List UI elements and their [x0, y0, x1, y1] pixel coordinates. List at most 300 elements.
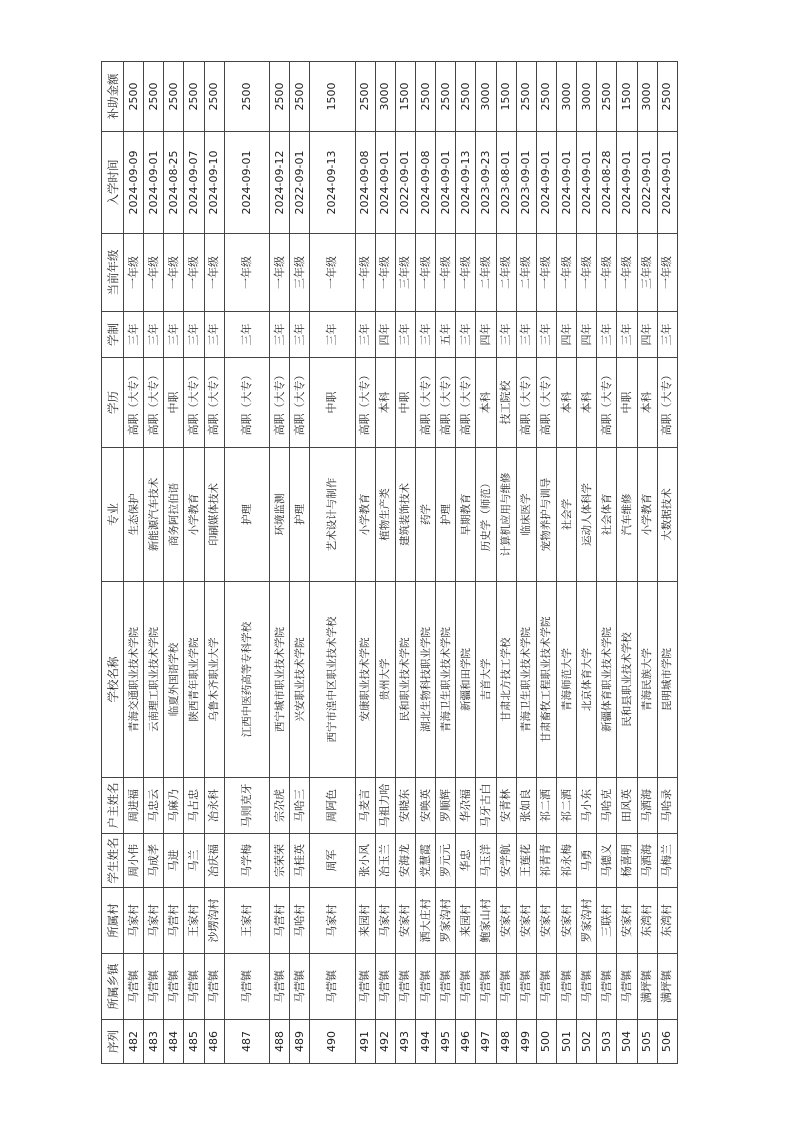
table-cell: 技工院校	[496, 358, 516, 448]
table-row	[456, 62, 476, 1064]
table-cell: 高职（大专）	[657, 358, 677, 448]
table-cell: 罗元元	[436, 834, 456, 888]
table-cell: 党慧霞	[416, 834, 436, 888]
table-cell: 三联村	[597, 888, 617, 954]
table-cell: 2500	[270, 62, 290, 132]
table-cell: 2022-09-01	[637, 132, 657, 234]
table-cell: 中职	[164, 358, 184, 448]
header-cell: 专业	[102, 448, 124, 582]
table-cell: 周军	[310, 834, 355, 888]
table-cell: 周进福	[124, 778, 144, 834]
table-cell: 2024-09-07	[184, 132, 204, 234]
table-cell: 485	[184, 1020, 204, 1064]
table-row	[476, 62, 496, 1064]
table-cell: 499	[516, 1020, 536, 1064]
table-cell: 高职（大专）	[536, 358, 556, 448]
table-cell: 祁二洒	[557, 778, 577, 834]
table-cell: 高职（大专）	[184, 358, 204, 448]
table-cell: 马洒海	[637, 778, 657, 834]
table-cell: 488	[270, 1020, 290, 1064]
table-cell: 2500	[456, 62, 476, 132]
table-cell: 493	[395, 1020, 415, 1064]
table-cell: 三年级	[395, 234, 415, 312]
table-cell: 506	[657, 1020, 677, 1064]
table-cell: 1500	[496, 62, 516, 132]
header-cell: 学生姓名	[102, 834, 124, 888]
table-cell: 冶庆福	[204, 834, 224, 888]
table-cell: 护理	[224, 448, 269, 582]
table-cell: 2024-09-01	[557, 132, 577, 234]
table-cell: 马牙古白	[476, 778, 496, 834]
table-cell: 计算机应用与维修	[496, 448, 516, 582]
table-cell: 安家村	[557, 888, 577, 954]
table-cell: 三年	[617, 312, 637, 358]
table-cell: 491	[355, 1020, 375, 1064]
table-row	[557, 62, 577, 1064]
table-cell: 马勇	[577, 834, 597, 888]
table-cell: 2500	[184, 62, 204, 132]
table-row	[124, 62, 144, 1064]
table-cell: 马学梅	[224, 834, 269, 888]
table-cell: 2500	[597, 62, 617, 132]
table-cell: 本科	[577, 358, 597, 448]
table-cell: 马哈克	[597, 778, 617, 834]
table-cell: 马营镇	[270, 954, 290, 1020]
table-cell: 一年级	[536, 234, 556, 312]
table-cell: 建筑装饰技术	[395, 448, 415, 582]
table-cell: 高职（大专）	[436, 358, 456, 448]
header-cell: 所属村	[102, 888, 124, 954]
table-cell: 安晓东	[395, 778, 415, 834]
table-cell: 杨喜明	[617, 834, 637, 888]
header-cell: 学制	[102, 312, 124, 358]
table-cell: 马营镇	[436, 954, 456, 1020]
table-cell: 商务阿拉伯语	[164, 448, 184, 582]
table-cell: 祁二洒	[536, 778, 556, 834]
table-cell: 社会体育	[597, 448, 617, 582]
table-cell: 民和职业技术学院	[395, 582, 415, 778]
table-cell: 冶玉兰	[375, 834, 395, 888]
table-cell: 安唤英	[416, 778, 436, 834]
table-cell: 一年级	[436, 234, 456, 312]
table-cell: 一年级	[657, 234, 677, 312]
table-cell: 501	[557, 1020, 577, 1064]
table-cell: 三年	[310, 312, 355, 358]
table-row	[516, 62, 536, 1064]
table-cell: 484	[164, 1020, 184, 1064]
table-cell: 马小东	[577, 778, 597, 834]
table-cell: 三年级	[290, 234, 310, 312]
table-cell: 1500	[395, 62, 415, 132]
table-cell: 王家村	[184, 888, 204, 954]
table-cell: 2023-09-23	[476, 132, 496, 234]
table-cell: 周小伟	[124, 834, 144, 888]
table-cell: 一年级	[577, 234, 597, 312]
table-cell: 三年	[536, 312, 556, 358]
table-cell: 497	[476, 1020, 496, 1064]
table-cell: 马家村	[310, 888, 355, 954]
table-cell: 一年级	[597, 234, 617, 312]
table-cell: 489	[290, 1020, 310, 1064]
table-cell: 二年级	[496, 234, 516, 312]
table-row	[204, 62, 224, 1064]
table-cell: 三年级	[637, 234, 657, 312]
table-cell: 马营镇	[456, 954, 476, 1020]
table-cell: 植物生产类	[375, 448, 395, 582]
table-cell: 贵州大学	[375, 582, 395, 778]
table-cell: 2500	[164, 62, 184, 132]
table-cell: 马祖力哈	[375, 778, 395, 834]
table-cell: 云南理工职业技术学院	[144, 582, 164, 778]
table-row	[144, 62, 164, 1064]
table-cell: 高职（大专）	[290, 358, 310, 448]
table-cell: 马营镇	[597, 954, 617, 1020]
table-cell: 马梅兰	[657, 834, 677, 888]
table-cell: 2024-09-08	[416, 132, 436, 234]
table-row	[496, 62, 516, 1064]
table-cell: 华忠	[456, 834, 476, 888]
table-cell: 四年	[637, 312, 657, 358]
table-cell: 中职	[310, 358, 355, 448]
header-cell: 补助金额	[102, 62, 124, 132]
table-cell: 周阿色	[310, 778, 355, 834]
table-cell: 运动人体科学	[577, 448, 597, 582]
table-cell: 1500	[617, 62, 637, 132]
table-cell: 安家村	[395, 888, 415, 954]
table-cell: 马营镇	[124, 954, 144, 1020]
table-cell: 张如良	[516, 778, 536, 834]
table-cell: 本科	[637, 358, 657, 448]
table-cell: 安学航	[496, 834, 516, 888]
table-row	[577, 62, 597, 1064]
table-cell: 2024-08-28	[597, 132, 617, 234]
table-cell: 环境监测	[270, 448, 290, 582]
table-cell: 2500	[436, 62, 456, 132]
table-cell: 马成孝	[144, 834, 164, 888]
table-cell: 中职	[395, 358, 415, 448]
table-cell: 青海卫生职业技术学院	[436, 582, 456, 778]
table-cell: 马麦言	[355, 778, 375, 834]
table-cell: 高职（大专）	[224, 358, 269, 448]
table-cell: 汽车维修	[617, 448, 637, 582]
table-cell: 罗家沟村	[436, 888, 456, 954]
table-cell: 一年级	[456, 234, 476, 312]
table-cell: 498	[496, 1020, 516, 1064]
table-cell: 3000	[637, 62, 657, 132]
header-cell: 户主姓名	[102, 778, 124, 834]
table-row	[310, 62, 355, 1064]
table-cell: 安康职业技术学院	[355, 582, 375, 778]
table-cell: 一年级	[557, 234, 577, 312]
table-cell: 2024-09-01	[657, 132, 677, 234]
table-cell: 482	[124, 1020, 144, 1064]
table-cell: 一年级	[224, 234, 269, 312]
table-row	[395, 62, 415, 1064]
table-cell: 马营镇	[164, 954, 184, 1020]
table-cell: 2500	[355, 62, 375, 132]
header-row	[102, 62, 124, 1064]
table-cell: 一年级	[184, 234, 204, 312]
table-cell: 马营镇	[617, 954, 637, 1020]
table-row	[436, 62, 456, 1064]
table-cell: 马占忠	[184, 778, 204, 834]
table-cell: 2024-08-25	[164, 132, 184, 234]
table-cell: 三年	[164, 312, 184, 358]
table-cell: 陕西青年职业学院	[184, 582, 204, 778]
table-cell: 护理	[290, 448, 310, 582]
table-cell: 马家村	[124, 888, 144, 954]
table-cell: 3000	[476, 62, 496, 132]
table-cell: 高职（大专）	[270, 358, 290, 448]
table-cell: 马家村	[375, 888, 395, 954]
table-cell: 一年级	[416, 234, 436, 312]
table-cell: 马营镇	[496, 954, 516, 1020]
table-cell: 495	[436, 1020, 456, 1064]
table-row	[416, 62, 436, 1064]
header-cell: 所属乡镇	[102, 954, 124, 1020]
table-cell: 2024-09-01	[375, 132, 395, 234]
table-cell: 马营镇	[355, 954, 375, 1020]
table-cell: 新疆和田学院	[456, 582, 476, 778]
table-cell: 江西中医药高等专科学校	[224, 582, 269, 778]
table-cell: 马营镇	[395, 954, 415, 1020]
table-cell: 护理	[436, 448, 456, 582]
table-cell: 小学教育	[355, 448, 375, 582]
table-cell: 492	[375, 1020, 395, 1064]
table-cell: 2024-09-01	[577, 132, 597, 234]
table-cell: 祁永梅	[557, 834, 577, 888]
table-cell: 487	[224, 1020, 269, 1064]
table-cell: 一年级	[617, 234, 637, 312]
table-cell: 田风英	[617, 778, 637, 834]
table-cell: 马营镇	[204, 954, 224, 1020]
table-cell: 马营镇	[375, 954, 395, 1020]
table-cell: 2024-09-01	[224, 132, 269, 234]
table-cell: 3000	[577, 62, 597, 132]
table-cell: 三年	[597, 312, 617, 358]
table-cell: 马营村	[270, 888, 290, 954]
table-cell: 新疆体育职业技术学院	[597, 582, 617, 778]
table-cell: 冶永科	[204, 778, 224, 834]
table-cell: 一年级	[310, 234, 355, 312]
table-cell: 来园村	[355, 888, 375, 954]
table-cell: 马兰	[184, 834, 204, 888]
table-cell: 四年	[557, 312, 577, 358]
table-cell: 一年级	[355, 234, 375, 312]
table-cell: 503	[597, 1020, 617, 1064]
table-cell: 三年	[144, 312, 164, 358]
table-cell: 乌鲁木齐职业大学	[204, 582, 224, 778]
table-cell: 满坪镇	[657, 954, 677, 1020]
table-cell: 马营镇	[310, 954, 355, 1020]
table-cell: 民和县职业技术学校	[617, 582, 637, 778]
table-cell: 马哈村	[290, 888, 310, 954]
table-cell: 三年	[224, 312, 269, 358]
header-cell: 当前年级	[102, 234, 124, 312]
table-cell: 2022-09-01	[395, 132, 415, 234]
rotated-table-wrapper	[101, 62, 678, 1064]
table-cell: 西宁城市职业技术学院	[270, 582, 290, 778]
table-cell: 药学	[416, 448, 436, 582]
table-cell: 2500	[224, 62, 269, 132]
table-cell: 三年	[416, 312, 436, 358]
table-cell: 东湾村	[657, 888, 677, 954]
table-cell: 临床医学	[516, 448, 536, 582]
table-cell: 三年	[516, 312, 536, 358]
table-cell: 三年	[290, 312, 310, 358]
table-cell: 马洒海	[637, 834, 657, 888]
table-cell: 马德义	[597, 834, 617, 888]
table-cell: 马哈三	[290, 778, 310, 834]
table-cell: 马进	[164, 834, 184, 888]
table-cell: 500	[536, 1020, 556, 1064]
table-cell: 马营镇	[224, 954, 269, 1020]
table-cell: 3000	[375, 62, 395, 132]
table-cell: 2500	[124, 62, 144, 132]
header-cell: 学历	[102, 358, 124, 448]
table-cell: 安海龙	[395, 834, 415, 888]
table-cell: 青海卫生职业技术学院	[516, 582, 536, 778]
table-cell: 早期教育	[456, 448, 476, 582]
table-cell: 高职（大专）	[204, 358, 224, 448]
table-cell: 一年级	[144, 234, 164, 312]
table-cell: 青海民族大学	[637, 582, 657, 778]
table-cell: 2024-09-13	[456, 132, 476, 234]
table-cell: 四年	[476, 312, 496, 358]
table-cell: 2500	[290, 62, 310, 132]
table-cell: 来园村	[456, 888, 476, 954]
table-cell: 496	[456, 1020, 476, 1064]
table-cell: 安家村	[496, 888, 516, 954]
table-cell: 三年	[355, 312, 375, 358]
table-cell: 满坪镇	[637, 954, 657, 1020]
table-cell: 2024-09-12	[270, 132, 290, 234]
table-row	[224, 62, 269, 1064]
table-cell: 青海交通职业技术学院	[124, 582, 144, 778]
table-cell: 502	[577, 1020, 597, 1064]
table-row	[375, 62, 395, 1064]
table-cell: 马麻乃	[164, 778, 184, 834]
table-cell: 艺术设计与制作	[310, 448, 355, 582]
table-cell: 马营镇	[536, 954, 556, 1020]
table-cell: 安青林	[496, 778, 516, 834]
table-cell: 三年	[496, 312, 516, 358]
table-cell: 2024-09-01	[436, 132, 456, 234]
table-cell: 一年级	[270, 234, 290, 312]
table-cell: 2023-09-01	[516, 132, 536, 234]
table-cell: 大数据技术	[657, 448, 677, 582]
table-cell: 505	[637, 1020, 657, 1064]
table-cell: 一年级	[375, 234, 395, 312]
table-cell: 祁青青	[536, 834, 556, 888]
table-cell: 三年	[124, 312, 144, 358]
table-cell: 2024-09-08	[355, 132, 375, 234]
table-cell: 2024-09-01	[617, 132, 637, 234]
table-cell: 三年	[657, 312, 677, 358]
table-cell: 罗家沟村	[577, 888, 597, 954]
table-cell: 2024-09-09	[124, 132, 144, 234]
table-cell: 中职	[617, 358, 637, 448]
table-cell: 小学教育	[184, 448, 204, 582]
table-cell: 青海师范大学	[557, 582, 577, 778]
table-cell: 马营镇	[516, 954, 536, 1020]
table-cell: 四年	[577, 312, 597, 358]
table-cell: 马营镇	[184, 954, 204, 1020]
table-cell: 甘肃北方技工学校	[496, 582, 516, 778]
table-cell: 490	[310, 1020, 355, 1064]
table-cell: 三年	[456, 312, 476, 358]
table-cell: 本科	[375, 358, 395, 448]
table-cell: 王莲花	[516, 834, 536, 888]
table-row	[184, 62, 204, 1064]
table-cell: 张小风	[355, 834, 375, 888]
table-cell: 2500	[657, 62, 677, 132]
table-cell: 马营镇	[476, 954, 496, 1020]
table-cell: 三年	[395, 312, 415, 358]
table-cell: 2023-08-01	[496, 132, 516, 234]
table-cell: 二年级	[516, 234, 536, 312]
table-cell: 高职（大专）	[416, 358, 436, 448]
table-cell: 马忠云	[144, 778, 164, 834]
table-row	[290, 62, 310, 1064]
table-cell: 吉首大学	[476, 582, 496, 778]
table-cell: 高职（大专）	[597, 358, 617, 448]
table-cell: 东湾村	[637, 888, 657, 954]
table-cell: 甘肃畜牧工程职业技术学院	[536, 582, 556, 778]
table-cell: 本科	[476, 358, 496, 448]
table-cell: 新能源汽车技术	[144, 448, 164, 582]
table-cell: 马则克牙	[224, 778, 269, 834]
table-cell: 马营镇	[577, 954, 597, 1020]
table-cell: 马营镇	[144, 954, 164, 1020]
table-cell: 临夏外国语学校	[164, 582, 184, 778]
header-cell: 入学时间	[102, 132, 124, 234]
table-cell: 社会学	[557, 448, 577, 582]
table-cell: 北京体育大学	[577, 582, 597, 778]
table-cell: 宗尕虎	[270, 778, 290, 834]
table-cell: 洒大庄村	[416, 888, 436, 954]
page-stage	[101, 62, 678, 1064]
table-cell: 湖北生物科技职业学院	[416, 582, 436, 778]
table-cell: 马哈录	[657, 778, 677, 834]
table-cell: 生态保护	[124, 448, 144, 582]
table-cell: 西宁市湟中区职业技术学校	[310, 582, 355, 778]
table-cell: 印刷媒体技术	[204, 448, 224, 582]
table-cell: 历史学（师范）	[476, 448, 496, 582]
table-cell: 兴安职业技术学院	[290, 582, 310, 778]
table-row	[536, 62, 556, 1064]
table-cell: 三年	[270, 312, 290, 358]
table-cell: 四年	[375, 312, 395, 358]
table-cell: 三年	[204, 312, 224, 358]
table-cell: 2500	[536, 62, 556, 132]
table-cell: 1500	[310, 62, 355, 132]
table-row	[164, 62, 184, 1064]
table-cell: 宗荣荣	[270, 834, 290, 888]
table-cell: 504	[617, 1020, 637, 1064]
table-row	[270, 62, 290, 1064]
subsidy-table	[101, 61, 678, 1064]
table-cell: 马家村	[144, 888, 164, 954]
table-cell: 五年	[436, 312, 456, 358]
table-cell: 2024-09-13	[310, 132, 355, 234]
table-row	[617, 62, 637, 1064]
table-cell: 一年级	[124, 234, 144, 312]
table-cell: 2500	[516, 62, 536, 132]
table-cell: 沙塄沟村	[204, 888, 224, 954]
table-row	[355, 62, 375, 1064]
table-cell: 王家村	[224, 888, 269, 954]
